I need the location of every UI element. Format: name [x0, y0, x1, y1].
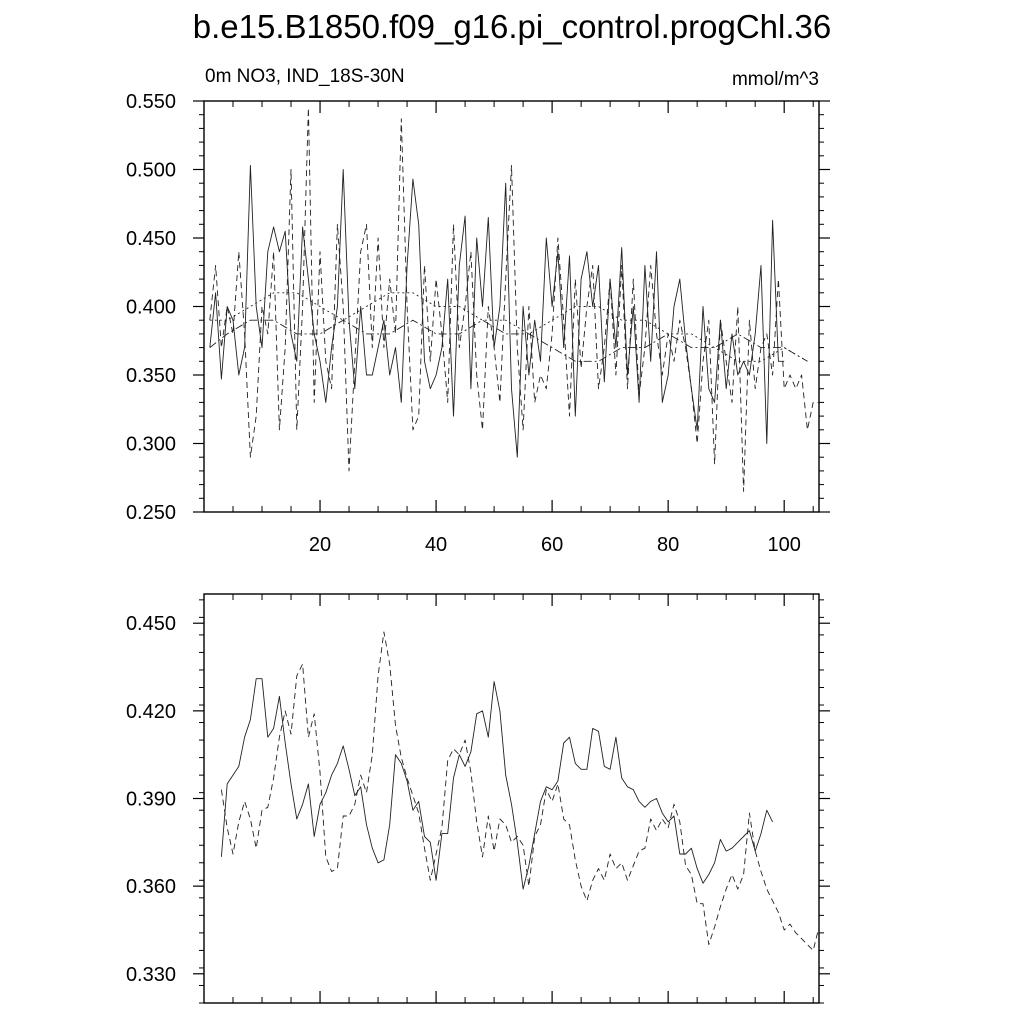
x-tick-label: 100 [767, 534, 801, 556]
plot-frame-2 [204, 594, 819, 1003]
x-tick-label: 60 [540, 534, 564, 556]
x-tick-label: 40 [424, 534, 448, 556]
y-tick-label: 0.450 [125, 613, 176, 636]
series-line-2-solid [221, 679, 772, 889]
panel-units-label: mmol/m^3 [731, 69, 819, 90]
y-tick-label: 0.500 [125, 159, 176, 182]
y-tick-label: 0.450 [125, 228, 176, 250]
series-line-1-dashed [210, 108, 819, 492]
y-tick-label: 0.250 [125, 502, 176, 524]
y-tick-label: 0.420 [125, 700, 176, 723]
y-tick-label: 0.360 [125, 876, 176, 899]
y-tick-label: 0.330 [125, 963, 176, 986]
y-tick-label: 0.390 [125, 788, 176, 811]
y-tick-label: 0.400 [125, 296, 176, 319]
plot-frame-1 [204, 101, 819, 512]
page-title: b.e15.B1850.f09_g16.pi_control.progChl.36 [192, 8, 832, 45]
y-tick-label: 0.550 [125, 91, 176, 113]
panel-left-label: 0m NO3, IND_18S-30N [205, 66, 405, 87]
series-line-1-solid [210, 165, 784, 457]
x-tick-label: 80 [657, 534, 680, 556]
y-tick-label: 0.300 [125, 433, 176, 456]
y-tick-label: 0.350 [125, 365, 176, 387]
series-line-2-dashed [221, 632, 819, 950]
x-tick-label: 20 [308, 534, 332, 556]
